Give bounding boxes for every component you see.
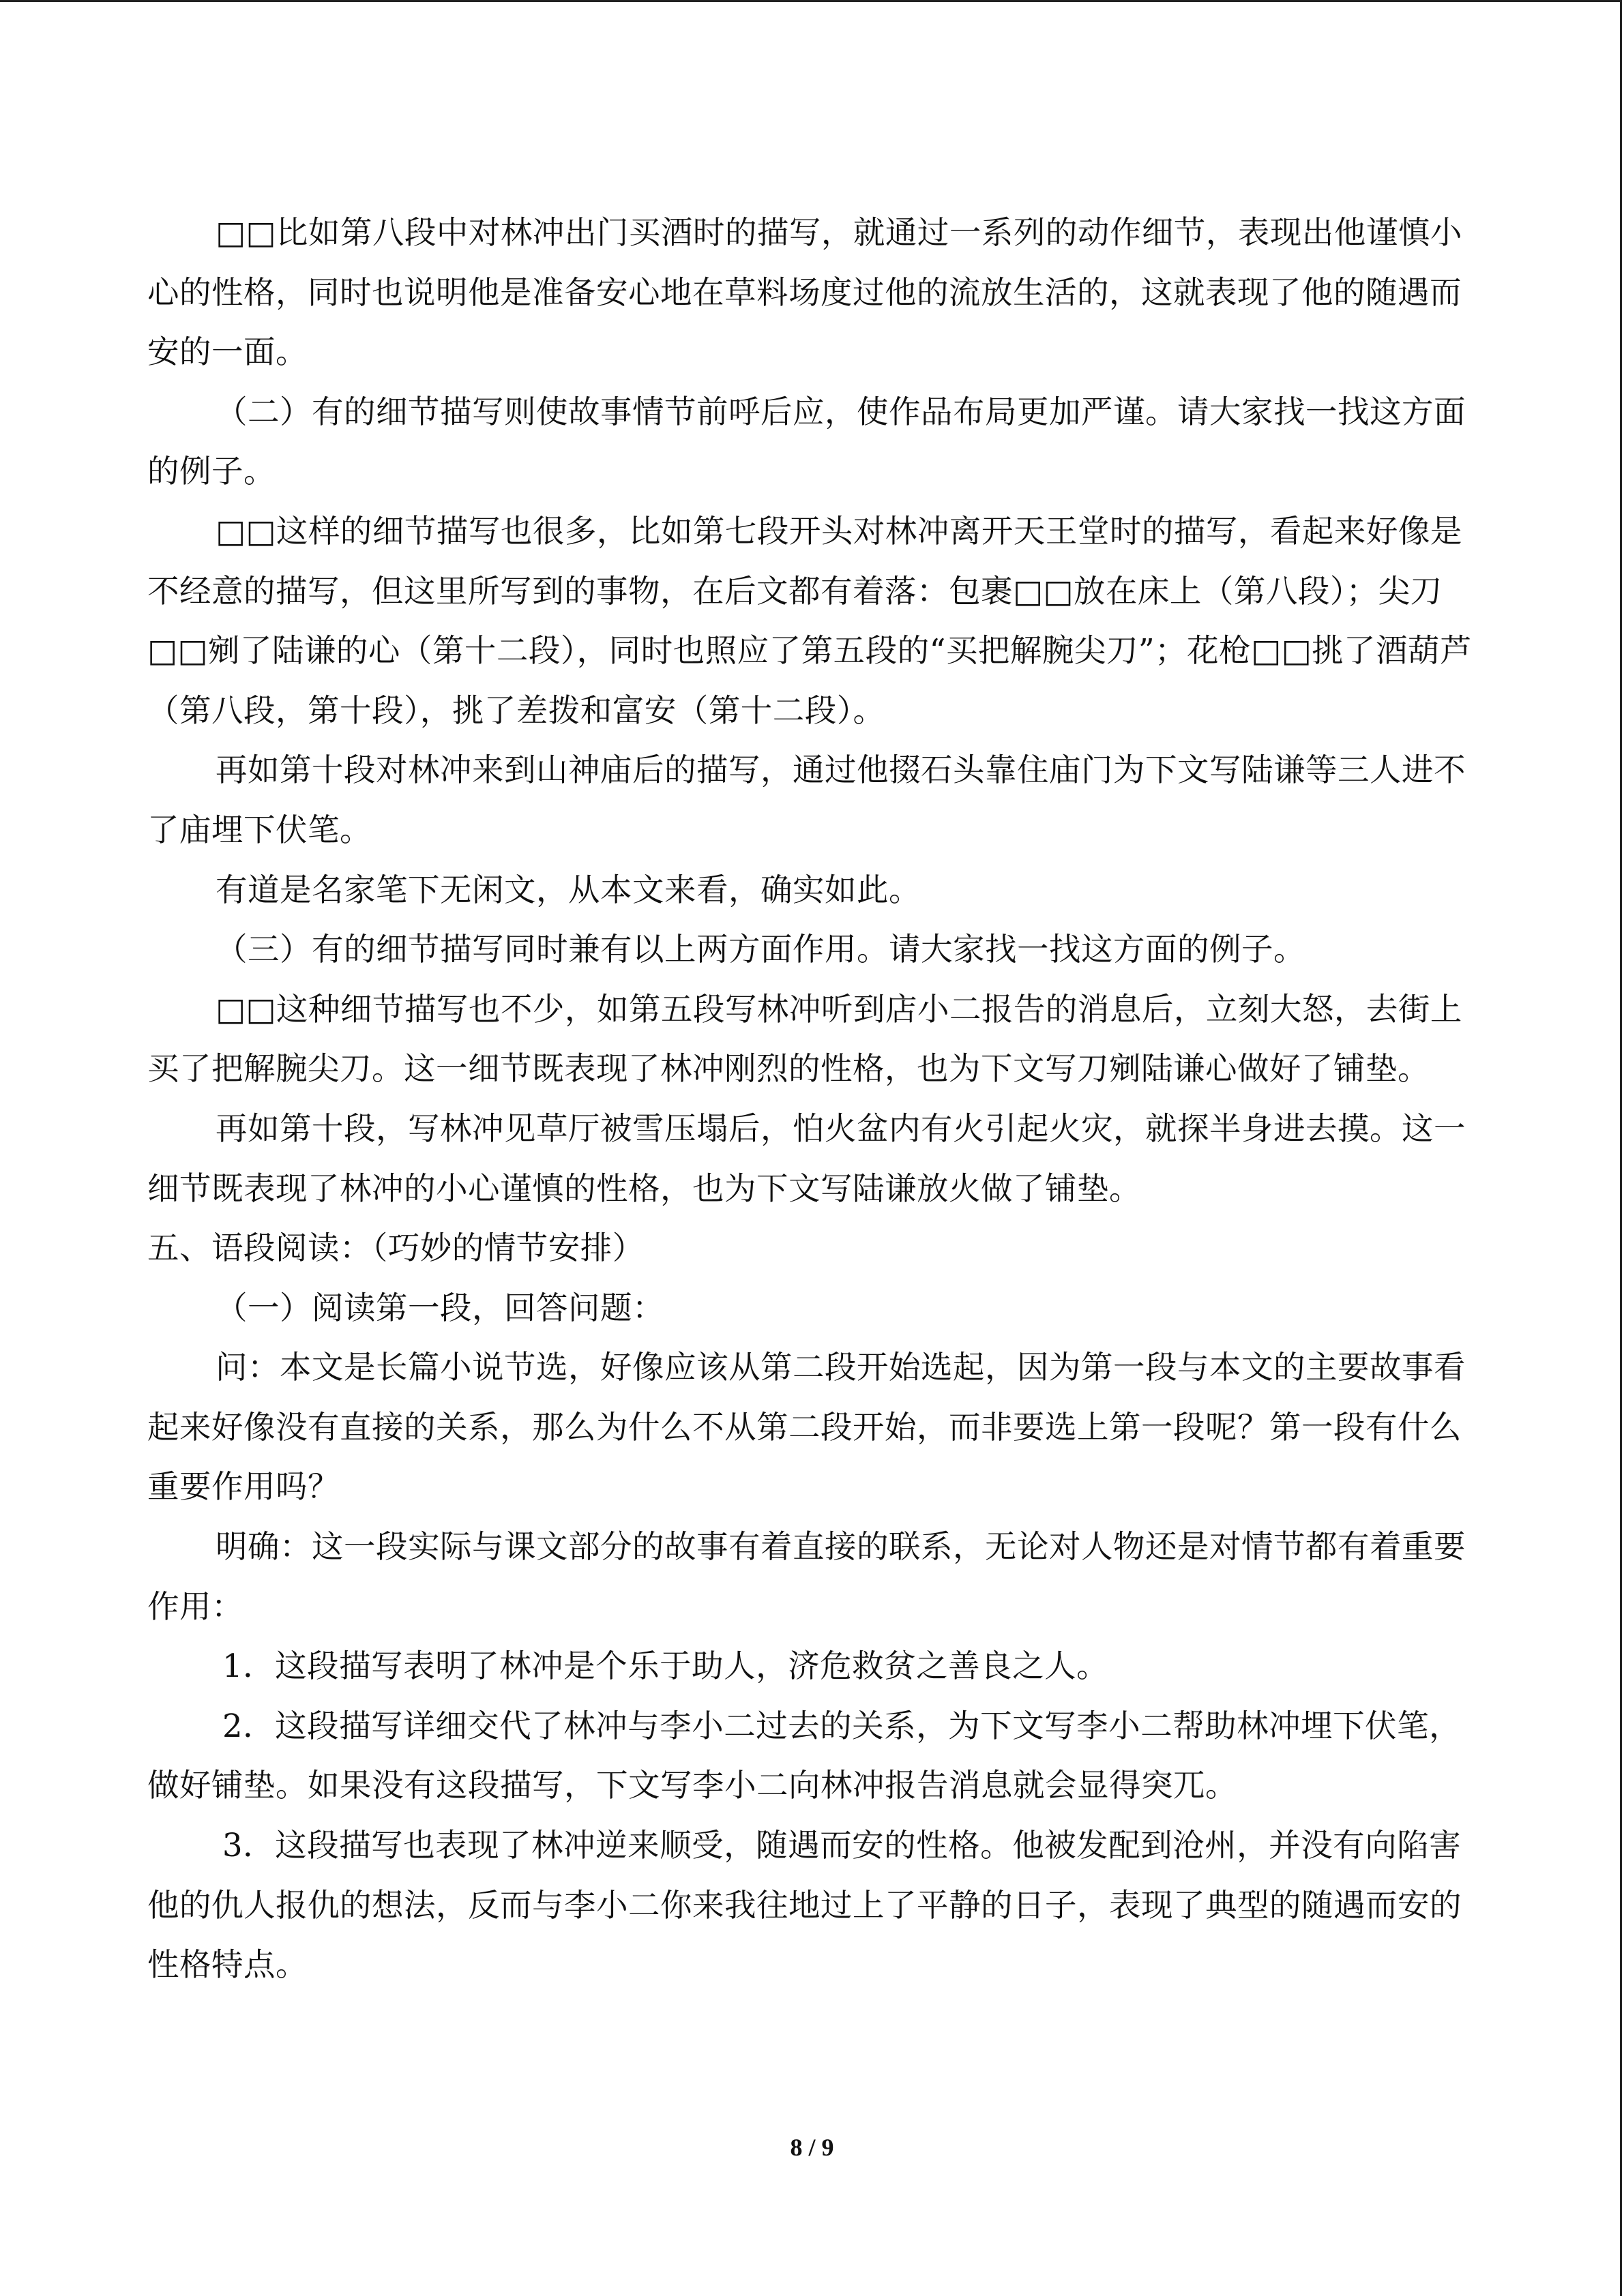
subsection-heading: （一）阅读第一段，回答问题：	[216, 1289, 664, 1326]
paragraph-1: □□比如第八段中对林冲出门买酒时的描写，就通过一系列的动作细节，表现出他谨慎小心的性格，同时也说明他是准备安心地在草料场度过他的流放生活的，这就表现了他的随遇而安的一面。	[147, 214, 1462, 371]
paragraph-7: □□这种细节描写也不少，如第五段写林冲听到店小二报告的消息后，立刻大怒，去街上买了把解腕尖刀。这一细节既表现了林冲刚烈的性格，也为下文写刀剜陆谦心做好了铺垫。	[147, 990, 1462, 1088]
paragraph-2: （二）有的细节描写则使故事情节前呼后应，使作品布局更加严谨。请大家找一找这方面的例子。	[147, 393, 1466, 490]
question-paragraph: 问：本文是长篇小说节选，好像应该从第二段开始选起，因为第一段与本文的主要故事看起来好像没有直接的关系，那么为什么不从第二段开始，而非要选上第一段呢？第一段有什么重要作用吗？	[147, 1349, 1466, 1506]
list-item-3: 3．这段描写也表现了林冲逆来顺受，随遇而安的性格。他被发配到沧州，并没有向陷害他的仇人报仇的想法，反而与李小二你来我往地过上了平静的日子，表现了典型的随遇而安的性格特点。	[147, 1827, 1462, 1984]
section-heading: 五、语段阅读：（巧妙的情节安排）	[147, 1229, 645, 1267]
list-item-1: 1．这段描写表明了林冲是个乐于助人，济危救贫之善良之人。	[222, 1648, 1109, 1685]
paragraph-6: （三）有的细节描写同时兼有以上两方面作用。请大家找一找这方面的例子。	[216, 931, 1305, 968]
page-number: 8 / 9	[790, 2134, 834, 2161]
paragraph-4: 再如第十段对林冲来到山神庙后的描写，通过他掇石头靠住庙门为下文写陆谦等三人进不了庙埋下伏笔。	[147, 751, 1466, 848]
paragraph-8: 再如第十段，写林冲见草厅被雪压塌后，怕火盆内有火引起火灾，就探半身进去摸。这一细节既表现了林冲的小心谨慎的性格，也为下文写陆谦放火做了铺垫。	[147, 1109, 1466, 1207]
paragraph-5: 有道是名家笔下无闲文，从本文来看，确实如此。	[216, 871, 921, 908]
document-body	[147, 203, 1477, 1995]
paragraph-3: □□这样的细节描写也很多，比如第七段开头对林冲离开天王堂时的描写，看起来好像是不经意的描写，但这里所写到的事物，在后文都有着落：包裹□□放在床上（第八段）；尖刀□□剜了陆谦的心（第十二段），同时也照应了第五段的“买把解腕尖刀”；花枪□□挑了酒葫芦（第八段，第十段），挑了差拨和富安（第十二段）。	[147, 512, 1473, 729]
answer-paragraph: 明确：这一段实际与课文部分的故事有着直接的联系，无论对人物还是对情节都有着重要作用：	[147, 1528, 1466, 1625]
list-item-2: 2．这段描写详细交代了林冲与李小二过去的关系，为下文写李小二帮助林冲埋下伏笔，做好铺垫。如果没有这段描写，下文写李小二向林冲报告消息就会显得突兀。	[147, 1707, 1462, 1804]
